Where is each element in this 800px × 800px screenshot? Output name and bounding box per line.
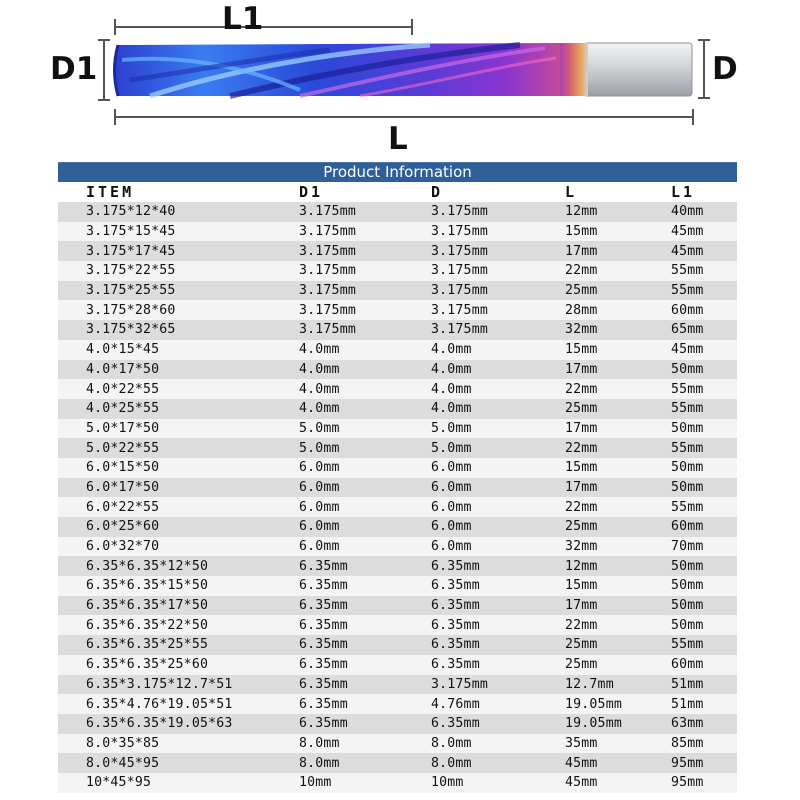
cell-d1: 6.35mm xyxy=(270,714,402,734)
cell-d1: 8.0mm xyxy=(270,734,402,754)
cell-l: 32mm xyxy=(536,320,642,340)
cell-l1: 50mm xyxy=(642,360,737,380)
table-row xyxy=(58,655,737,675)
cell-d: 5.0mm xyxy=(402,438,536,458)
cell-item: 10*45*95 xyxy=(58,773,270,793)
table-row xyxy=(58,419,737,439)
product-information-table xyxy=(58,162,737,793)
cell-d: 6.35mm xyxy=(402,556,536,576)
table-row xyxy=(58,615,737,635)
table-row xyxy=(58,438,737,458)
cell-d: 4.0mm xyxy=(402,360,536,380)
cell-d1: 6.35mm xyxy=(270,655,402,675)
table-row xyxy=(58,300,737,320)
cell-l: 17mm xyxy=(536,596,642,616)
cell-l: 22mm xyxy=(536,497,642,517)
cell-l1: 50mm xyxy=(642,458,737,478)
table-row xyxy=(58,399,737,419)
cell-d: 4.0mm xyxy=(402,340,536,360)
cell-d: 3.175mm xyxy=(402,261,536,281)
cell-l: 25mm xyxy=(536,281,642,301)
table-row xyxy=(58,734,737,754)
table-row xyxy=(58,281,737,301)
cell-d1: 4.0mm xyxy=(270,399,402,419)
cell-d1: 6.35mm xyxy=(270,596,402,616)
header-d: D xyxy=(402,182,536,202)
header-l: L xyxy=(536,182,642,202)
cell-item: 6.35*6.35*15*50 xyxy=(58,576,270,596)
cell-d: 6.0mm xyxy=(402,497,536,517)
table-title: Product Information xyxy=(58,162,737,182)
cell-d: 3.175mm xyxy=(402,300,536,320)
cell-l1: 51mm xyxy=(642,675,737,695)
cell-d: 3.175mm xyxy=(402,320,536,340)
l1-dimension-line xyxy=(115,19,412,35)
cell-l: 15mm xyxy=(536,340,642,360)
cell-d1: 3.175mm xyxy=(270,320,402,340)
cell-d1: 6.0mm xyxy=(270,478,402,498)
cell-d: 6.35mm xyxy=(402,655,536,675)
cell-l1: 50mm xyxy=(642,576,737,596)
cell-item: 6.35*6.35*25*55 xyxy=(58,635,270,655)
cell-l: 28mm xyxy=(536,300,642,320)
table-row xyxy=(58,241,737,261)
cell-d1: 6.0mm xyxy=(270,517,402,537)
cell-l1: 45mm xyxy=(642,222,737,242)
cell-item: 4.0*25*55 xyxy=(58,399,270,419)
cell-d1: 4.0mm xyxy=(270,340,402,360)
cell-item: 3.175*25*55 xyxy=(58,281,270,301)
cell-l: 22mm xyxy=(536,379,642,399)
cell-item: 6.35*3.175*12.7*51 xyxy=(58,675,270,695)
cell-d: 3.175mm xyxy=(402,241,536,261)
cell-item: 6.35*6.35*17*50 xyxy=(58,596,270,616)
d1-dimension-line xyxy=(98,40,110,100)
cell-l: 15mm xyxy=(536,458,642,478)
table-row xyxy=(58,714,737,734)
cell-l1: 65mm xyxy=(642,320,737,340)
cell-l1: 60mm xyxy=(642,655,737,675)
cell-d: 6.35mm xyxy=(402,635,536,655)
cell-l: 12mm xyxy=(536,202,642,222)
cell-l: 35mm xyxy=(536,734,642,754)
spec-table xyxy=(58,182,737,793)
cell-l: 22mm xyxy=(536,615,642,635)
cell-l1: 55mm xyxy=(642,379,737,399)
cell-item: 4.0*17*50 xyxy=(58,360,270,380)
l1-label: L1 xyxy=(222,1,264,37)
cell-item: 6.35*4.76*19.05*51 xyxy=(58,694,270,714)
cell-d1: 6.35mm xyxy=(270,576,402,596)
cell-l1: 60mm xyxy=(642,300,737,320)
cell-item: 3.175*22*55 xyxy=(58,261,270,281)
cell-item: 5.0*17*50 xyxy=(58,419,270,439)
cell-d1: 6.35mm xyxy=(270,615,402,635)
cell-l1: 40mm xyxy=(642,202,737,222)
cell-l1: 45mm xyxy=(642,241,737,261)
table-row xyxy=(58,596,737,616)
cell-item: 3.175*28*60 xyxy=(58,300,270,320)
cell-d: 8.0mm xyxy=(402,734,536,754)
table-row xyxy=(58,340,737,360)
cell-l1: 95mm xyxy=(642,773,737,793)
cell-l1: 55mm xyxy=(642,438,737,458)
end-mill-dimension-diagram xyxy=(0,0,800,162)
table-row xyxy=(58,320,737,340)
cell-item: 4.0*15*45 xyxy=(58,340,270,360)
cell-d: 6.0mm xyxy=(402,458,536,478)
cell-item: 6.35*6.35*22*50 xyxy=(58,615,270,635)
cell-item: 3.175*17*45 xyxy=(58,241,270,261)
cell-d1: 6.0mm xyxy=(270,537,402,557)
cell-d: 3.175mm xyxy=(402,281,536,301)
cell-d1: 4.0mm xyxy=(270,379,402,399)
cell-l: 19.05mm xyxy=(536,694,642,714)
cell-d1: 3.175mm xyxy=(270,241,402,261)
header-row xyxy=(58,182,737,202)
cell-d1: 8.0mm xyxy=(270,753,402,773)
cell-d1: 3.175mm xyxy=(270,202,402,222)
cell-l1: 85mm xyxy=(642,734,737,754)
table-row xyxy=(58,360,737,380)
l-label: L xyxy=(388,121,408,157)
table-row xyxy=(58,222,737,242)
table-row xyxy=(58,694,737,714)
cell-l: 45mm xyxy=(536,753,642,773)
cell-l1: 50mm xyxy=(642,596,737,616)
cell-l1: 55mm xyxy=(642,261,737,281)
cell-l: 19.05mm xyxy=(536,714,642,734)
cell-d: 6.35mm xyxy=(402,714,536,734)
table-row xyxy=(58,497,737,517)
cell-l1: 70mm xyxy=(642,537,737,557)
cell-d: 6.35mm xyxy=(402,596,536,616)
cell-d: 5.0mm xyxy=(402,419,536,439)
cell-d1: 6.35mm xyxy=(270,635,402,655)
header-item: ITEM xyxy=(58,182,270,202)
cell-l: 17mm xyxy=(536,419,642,439)
cell-item: 3.175*12*40 xyxy=(58,202,270,222)
cell-d1: 3.175mm xyxy=(270,261,402,281)
cell-item: 8.0*45*95 xyxy=(58,753,270,773)
cell-item: 6.35*6.35*25*60 xyxy=(58,655,270,675)
d-label: D xyxy=(712,51,738,87)
table-row xyxy=(58,517,737,537)
cell-d1: 3.175mm xyxy=(270,222,402,242)
cell-l: 12mm xyxy=(536,556,642,576)
cell-l: 32mm xyxy=(536,537,642,557)
cell-d1: 5.0mm xyxy=(270,438,402,458)
cell-l: 22mm xyxy=(536,261,642,281)
cell-item: 6.35*6.35*19.05*63 xyxy=(58,714,270,734)
cell-l1: 50mm xyxy=(642,478,737,498)
cell-l1: 55mm xyxy=(642,399,737,419)
cell-d: 4.0mm xyxy=(402,379,536,399)
cell-d: 6.35mm xyxy=(402,576,536,596)
cell-l: 12.7mm xyxy=(536,675,642,695)
cell-d: 3.175mm xyxy=(402,222,536,242)
cell-item: 5.0*22*55 xyxy=(58,438,270,458)
cell-item: 3.175*32*65 xyxy=(58,320,270,340)
table-row xyxy=(58,478,737,498)
cell-d: 8.0mm xyxy=(402,753,536,773)
cell-d1: 6.35mm xyxy=(270,556,402,576)
header-d1: D1 xyxy=(270,182,402,202)
cell-d1: 10mm xyxy=(270,773,402,793)
table-row xyxy=(58,635,737,655)
cell-d: 6.0mm xyxy=(402,478,536,498)
cell-d: 3.175mm xyxy=(402,202,536,222)
table-row xyxy=(58,261,737,281)
cell-l: 15mm xyxy=(536,576,642,596)
cell-l: 17mm xyxy=(536,241,642,261)
cell-d: 6.0mm xyxy=(402,517,536,537)
table-body xyxy=(58,202,737,793)
cell-l1: 55mm xyxy=(642,281,737,301)
cell-l1: 50mm xyxy=(642,419,737,439)
table-row xyxy=(58,379,737,399)
cell-d1: 3.175mm xyxy=(270,281,402,301)
cell-l: 25mm xyxy=(536,517,642,537)
tool-shank xyxy=(584,43,692,96)
cell-d1: 5.0mm xyxy=(270,419,402,439)
table-row xyxy=(58,675,737,695)
cell-d: 10mm xyxy=(402,773,536,793)
cell-item: 4.0*22*55 xyxy=(58,379,270,399)
cell-item: 3.175*15*45 xyxy=(58,222,270,242)
cell-l: 15mm xyxy=(536,222,642,242)
tool-neck xyxy=(556,43,588,96)
cell-d: 4.0mm xyxy=(402,399,536,419)
cell-d1: 3.175mm xyxy=(270,300,402,320)
cell-item: 8.0*35*85 xyxy=(58,734,270,754)
cell-l1: 45mm xyxy=(642,340,737,360)
cell-l1: 95mm xyxy=(642,753,737,773)
cell-d1: 6.0mm xyxy=(270,497,402,517)
table-row xyxy=(58,537,737,557)
cell-item: 6.0*25*60 xyxy=(58,517,270,537)
cell-item: 6.35*6.35*12*50 xyxy=(58,556,270,576)
table-row xyxy=(58,576,737,596)
cell-d: 6.35mm xyxy=(402,615,536,635)
d-dimension-line xyxy=(698,40,710,98)
table-row xyxy=(58,202,737,222)
cell-d1: 6.0mm xyxy=(270,458,402,478)
table-row xyxy=(58,556,737,576)
cell-l: 22mm xyxy=(536,438,642,458)
table-row xyxy=(58,458,737,478)
cell-item: 6.0*15*50 xyxy=(58,458,270,478)
cell-l: 25mm xyxy=(536,635,642,655)
cell-d: 6.0mm xyxy=(402,537,536,557)
cell-d: 4.76mm xyxy=(402,694,536,714)
table-row xyxy=(58,773,737,793)
cell-l1: 51mm xyxy=(642,694,737,714)
cell-l1: 55mm xyxy=(642,497,737,517)
cell-d: 3.175mm xyxy=(402,675,536,695)
cell-d1: 6.35mm xyxy=(270,694,402,714)
cell-l: 25mm xyxy=(536,655,642,675)
cell-d1: 4.0mm xyxy=(270,360,402,380)
cell-l1: 60mm xyxy=(642,517,737,537)
cell-l1: 63mm xyxy=(642,714,737,734)
cell-l1: 55mm xyxy=(642,635,737,655)
cell-l: 45mm xyxy=(536,773,642,793)
header-l1: L1 xyxy=(642,182,737,202)
cell-l1: 50mm xyxy=(642,556,737,576)
cell-l: 25mm xyxy=(536,399,642,419)
cell-d1: 6.35mm xyxy=(270,675,402,695)
cell-l: 17mm xyxy=(536,360,642,380)
cell-item: 6.0*32*70 xyxy=(58,537,270,557)
cell-item: 6.0*22*55 xyxy=(58,497,270,517)
cell-item: 6.0*17*50 xyxy=(58,478,270,498)
d1-label: D1 xyxy=(50,51,98,87)
cell-l1: 50mm xyxy=(642,615,737,635)
table-row xyxy=(58,753,737,773)
cell-l: 17mm xyxy=(536,478,642,498)
